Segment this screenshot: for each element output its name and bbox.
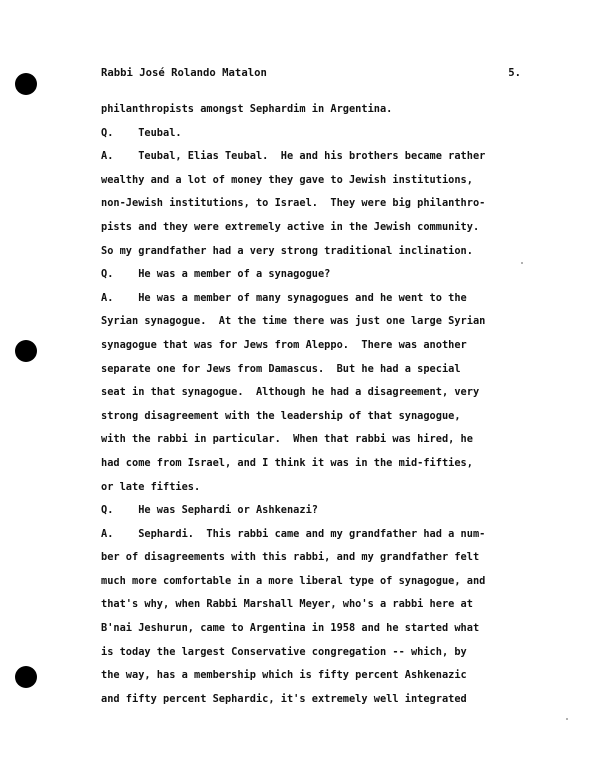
text-line: B'nai Jeshurun, came to Argentina in 1958 and he started what bbox=[101, 622, 480, 635]
text-line: synagogue that was for Jews from Aleppo. There was another bbox=[101, 338, 467, 351]
text-line: ber of disagreements with this rabbi, and my grandfather felt bbox=[101, 551, 480, 564]
text-line: strong disagreement with the leadership of that synagogue, bbox=[101, 409, 461, 422]
text-line: philanthropists amongst Sephardim in Argentina. bbox=[101, 103, 393, 115]
page-header-title: Rabbi José Rolando Matalon bbox=[101, 67, 267, 79]
text-line: wealthy and a lot of money they gave to Jewish institutions, bbox=[101, 173, 473, 186]
text-line: is today the largest Conservative congregation -- which, by bbox=[101, 645, 467, 658]
text-line: and fifty percent Sephardic, it's extremely well integrated bbox=[101, 692, 467, 705]
text-line: had come from Israel, and I think it was in the mid-fifties, bbox=[101, 456, 473, 469]
scan-speck bbox=[521, 262, 523, 264]
page-number: 5. bbox=[508, 67, 521, 79]
text-line: or late fifties. bbox=[101, 480, 201, 493]
answer-line: A. Sephardi. This rabbi came and my grandfather had a num- bbox=[101, 527, 486, 540]
question-line: Q. Teubal. bbox=[101, 126, 182, 139]
text-line: Syrian synagogue. At the time there was just one large Syrian bbox=[101, 315, 486, 328]
question-line: Q. He was a member of a synagogue? bbox=[101, 268, 331, 281]
text-line: with the rabbi in particular. When that rabbi was hired, he bbox=[101, 433, 473, 446]
transcript-body bbox=[101, 100, 531, 713]
text-line: So my grandfather had a very strong traditional inclination. bbox=[101, 244, 473, 257]
punch-hole-top bbox=[15, 73, 37, 95]
scan-speck bbox=[566, 718, 568, 720]
question-line: Q. He was Sephardi or Ashkenazi? bbox=[101, 504, 318, 517]
text-line: the way, has a membership which is fifty percent Ashkenazic bbox=[101, 669, 467, 682]
page-header bbox=[101, 67, 521, 83]
text-line: that's why, when Rabbi Marshall Meyer, who's a rabbi here at bbox=[101, 598, 473, 611]
text-line: non-Jewish institutions, to Israel. They were big philanthro- bbox=[101, 197, 486, 210]
punch-hole-middle bbox=[15, 340, 37, 362]
punch-hole-bottom bbox=[15, 666, 37, 688]
answer-line: A. He was a member of many synagogues and he went to the bbox=[101, 291, 467, 304]
text-line: separate one for Jews from Damascus. But he had a special bbox=[101, 362, 461, 375]
text-line: seat in that synagogue. Although he had a disagreement, very bbox=[101, 386, 480, 399]
text-line: pists and they were extremely active in the Jewish community. bbox=[101, 220, 480, 233]
text-line: much more comfortable in a more liberal type of synagogue, and bbox=[101, 574, 486, 587]
answer-line: A. Teubal, Elias Teubal. He and his brothers became rather bbox=[101, 150, 486, 163]
